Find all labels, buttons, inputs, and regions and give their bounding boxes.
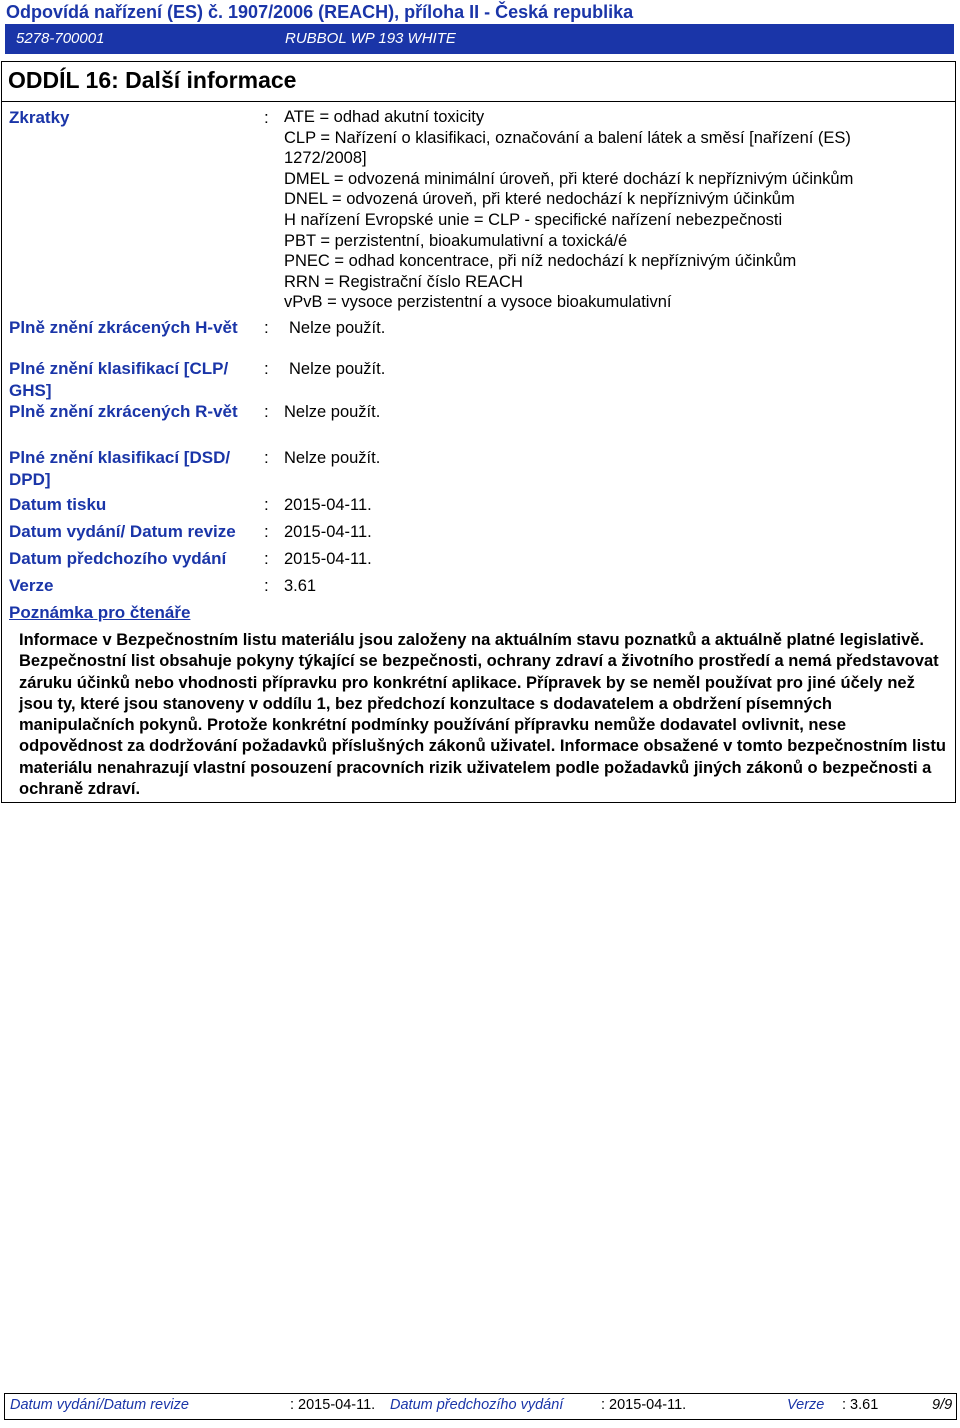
abbreviation-item: CLP = Nařízení o klasifikaci, označování a balení látek a směsí [nařízení (ES) — [284, 128, 851, 147]
abbreviations-colon: : — [264, 108, 269, 127]
h-phrases-colon: : — [264, 318, 269, 337]
footer-issue-value: : 2015-04-11. — [290, 1397, 376, 1413]
dsd-dpd-label: Plné znění klasifikací [DSD/ DPD] — [9, 448, 231, 489]
abbreviation-item: PBT = perzistentní, bioakumulativní a toxická/é — [284, 231, 628, 250]
issue-date-value: 2015-04-11. — [284, 523, 372, 541]
dsd-dpd-value: Nelze použít. — [284, 449, 381, 467]
abbreviations-label: Zkratky — [9, 108, 70, 127]
section-title: ODDÍL 16: Další informace — [8, 67, 297, 93]
issue-date-colon: : — [264, 522, 269, 541]
reader-note-label: Poznámka pro čtenáře — [9, 603, 191, 622]
abbreviation-item: 1272/2008] — [284, 149, 367, 168]
abbreviation-item: DMEL = odvozená minimální úroveň, při které dochází k nepříznivým účinkům — [284, 169, 854, 188]
abbreviation-item: H nařízení Evropské unie = CLP - specifické nařízení nebezpečnosti — [284, 210, 783, 229]
footer-previous-value: : 2015-04-11. — [601, 1397, 687, 1413]
abbreviation-item: RRN = Registrační číslo REACH — [284, 272, 523, 291]
abbreviations-list — [284, 107, 924, 313]
reader-note-text: Informace v Bezpečnostním listu materiálu jsou založeny na aktuálním stavu poznatků a aktuálně platné legislativě. Bezpečnostní list obsahuje pokyny týkající se bezpečnosti, ochrany zdraví a životního prostředí a nemá představovat záruku účinků nebo vhodnosti přípravku pro konkrétní aplikace. Přípravek by se neměl používat pro jiné účely než jsou ty, které jsou stanoveny v oddílu 1, bez předchozí konzultace s dodavatelem a obdržení písemných manipulačních pokynů. Protože konkrétní podmínky používání přípravku nemůže dodavatel ovlivnit, nese odpovědnost za dodržování požadavků příslušných zákonů uživatel. Informace obsažené v tomto bezpečnostním listu materiálu nenahrazují vlastní posouzení pracovních rizik uživatelem podle požadavků jiných zákonů o bezpečnosti a ochraně zdraví. — [19, 631, 946, 799]
print-date-colon: : — [264, 495, 269, 514]
previous-issue-colon: : — [264, 549, 269, 568]
previous-issue-value: 2015-04-11. — [284, 550, 372, 568]
h-phrases-label: Plně znění zkrácených H-vět — [9, 318, 238, 337]
print-date-value: 2015-04-11. — [284, 496, 372, 514]
product-code: 5278-700001 — [16, 30, 105, 47]
footer-issue-label: Datum vydání/Datum revize — [10, 1397, 189, 1413]
r-phrases-label: Plně znění zkrácených R-vět — [9, 402, 238, 421]
issue-date-label: Datum vydání/ Datum revize — [9, 522, 236, 541]
abbreviation-item: DNEL = odvozená úroveň, při které nedochází k nepříznivým účinkům — [284, 190, 795, 209]
abbreviation-item: PNEC = odhad koncentrace, při níž nedochází k nepříznivým účinkům — [284, 252, 797, 271]
footer-page-number: 9/9 — [932, 1397, 953, 1413]
document-header-title: Odpovídá nařízení (ES) č. 1907/2006 (REACH), příloha II - Česká republika — [6, 2, 634, 22]
footer-version-value: : 3.61 — [842, 1397, 879, 1413]
clp-ghs-label: Plné znění klasifikací [CLP/ GHS] — [9, 359, 229, 400]
r-phrases-value: Nelze použít. — [284, 403, 381, 421]
clp-ghs-colon: : — [264, 359, 269, 378]
clp-ghs-value: Nelze použít. — [289, 360, 386, 378]
product-name: RUBBOL WP 193 WHITE — [285, 30, 456, 47]
version-value: 3.61 — [284, 577, 317, 595]
abbreviation-item: vPvB = vysoce perzistentní a vysoce bioakumulativní — [284, 293, 672, 312]
abbreviation-item: ATE = odhad akutní toxicity — [284, 108, 485, 126]
version-label: Verze — [9, 576, 54, 595]
product-id-bar — [5, 24, 954, 54]
dsd-dpd-colon: : — [264, 448, 269, 467]
footer-version-label: Verze — [787, 1397, 825, 1413]
h-phrases-value: Nelze použít. — [289, 319, 386, 337]
footer-previous-label: Datum předchozího vydání — [390, 1397, 564, 1413]
print-date-label: Datum tisku — [9, 495, 107, 514]
version-colon: : — [264, 576, 269, 595]
section-divider — [1, 101, 956, 102]
previous-issue-label: Datum předchozího vydání — [9, 549, 227, 568]
r-phrases-colon: : — [264, 402, 269, 421]
